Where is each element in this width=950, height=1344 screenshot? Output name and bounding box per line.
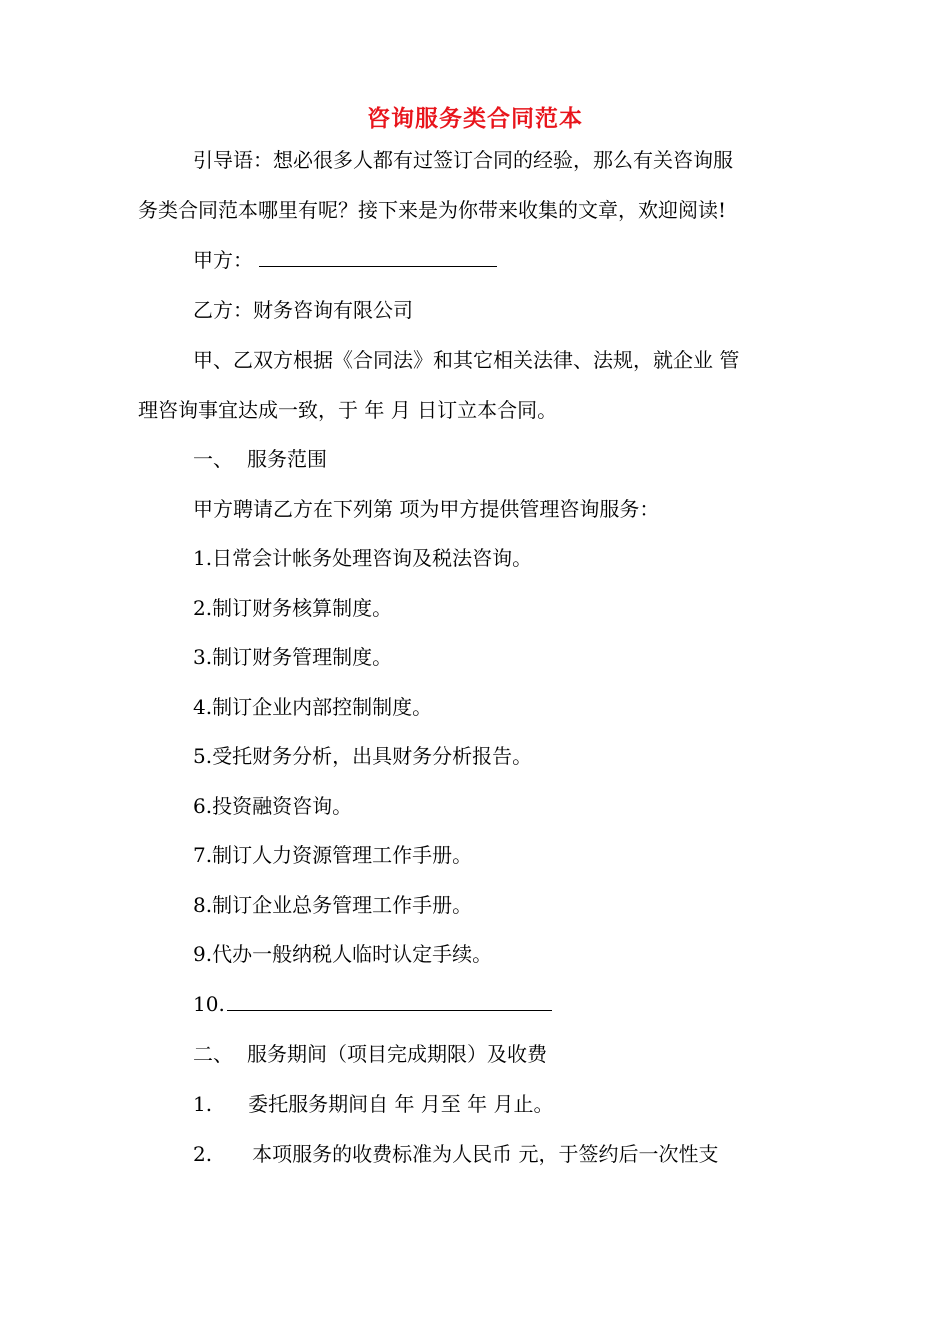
service-item-9: 9.代办一般纳税人临时认定手续。 xyxy=(193,942,493,966)
section1-lead: 甲方聘请乙方在下列第 项为甲方提供管理咨询服务： xyxy=(193,497,660,521)
party-a-blank xyxy=(259,246,497,267)
service-item-8: 8.制订企业总务管理工作手册。 xyxy=(193,893,473,917)
section2-item-2-number: 2. xyxy=(193,1142,213,1166)
service-item-2: 2.制订财务核算制度。 xyxy=(193,596,393,620)
service-item-5: 5.受托财务分析，出具财务分析报告。 xyxy=(193,744,533,768)
section2-title: 服务期间（项目完成期限）及收费 xyxy=(247,1042,547,1066)
section2-item-2 xyxy=(193,1140,718,1168)
section1-number: 一、 xyxy=(193,447,233,471)
party-a-line xyxy=(193,246,497,274)
section2-item-1-text: 委托服务期间自 年 月至 年 月止。 xyxy=(248,1092,554,1116)
section1-title: 服务范围 xyxy=(247,447,327,471)
service-item-6: 6.投资融资咨询。 xyxy=(193,794,353,818)
section2-heading xyxy=(193,1040,547,1068)
service-item-10 xyxy=(193,990,552,1018)
section1-heading xyxy=(193,445,327,473)
party-a-label: 甲方： xyxy=(193,248,253,272)
document-title: 咨询服务类合同范本 xyxy=(367,105,583,132)
section2-item-2-text: 本项服务的收费标准为人民币 元，于签约后一次性支 xyxy=(252,1142,719,1166)
service-item-4: 4.制订企业内部控制制度。 xyxy=(193,695,433,719)
service-item-10-number: 10. xyxy=(193,992,225,1016)
agreement-line-1: 甲、乙双方根据《合同法》和其它相关法律、法规，就企业 管 xyxy=(193,348,740,372)
service-item-1: 1.日常会计帐务处理咨询及税法咨询。 xyxy=(193,546,533,570)
service-item-3: 3.制订财务管理制度。 xyxy=(193,645,393,669)
agreement-line-2: 理咨询事宜达成一致，于 年 月 日订立本合同。 xyxy=(138,398,558,422)
service-item-7: 7.制订人力资源管理工作手册。 xyxy=(193,843,473,867)
party-b-line: 乙方：财务咨询有限公司 xyxy=(193,298,413,322)
section2-number: 二、 xyxy=(193,1042,233,1066)
service-item-10-blank xyxy=(227,990,552,1011)
intro-line-1: 引导语：想必很多人都有过签订合同的经验，那么有关咨询服 xyxy=(193,148,733,172)
section2-item-1 xyxy=(193,1090,554,1118)
intro-line-2: 务类合同范本哪里有呢？接下来是为你带来收集的文章，欢迎阅读! xyxy=(138,198,727,222)
section2-item-1-number: 1. xyxy=(193,1092,213,1116)
